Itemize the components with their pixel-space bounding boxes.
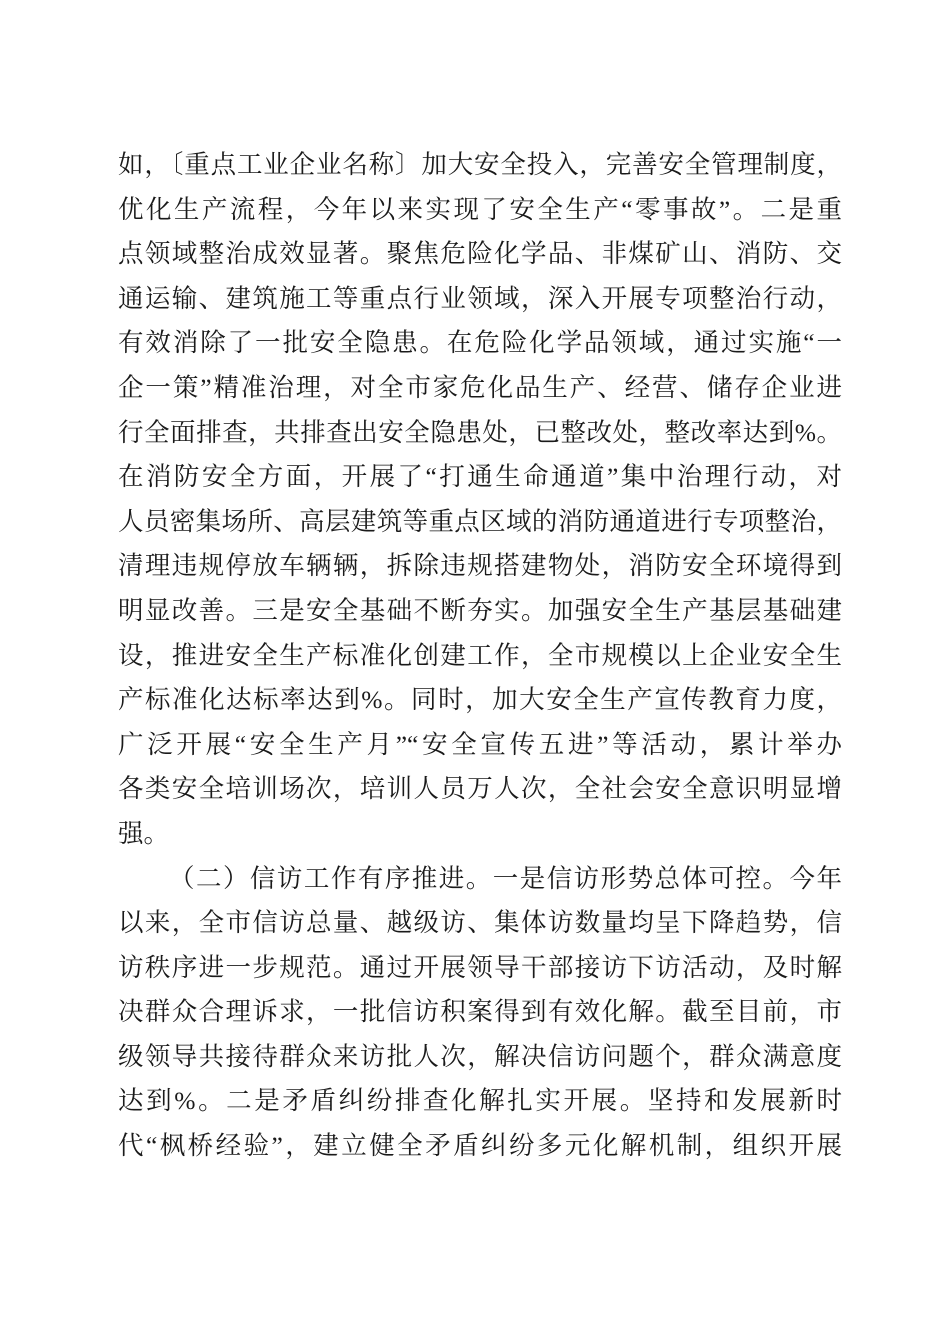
text-line: （二）信访工作有序推进。一是信访形势总体可控。今年: [169, 863, 842, 893]
text-line: 有效消除了一批安全隐患。在危险化学品领域，通过实施“一: [118, 328, 842, 358]
text-line: 点领域整治成效显著。聚焦危险化学品、非煤矿山、消防、交: [118, 239, 842, 269]
text-line: 广泛开展“安全生产月”“安全宣传五进”等活动，累计举办: [118, 729, 842, 759]
text-line: 访秩序进一步规范。通过开展领导干部接访下访活动，及时解: [118, 952, 842, 982]
text-line: 级领导共接待群众来访批人次，解决信访问题个，群众满意度: [118, 1041, 842, 1071]
document-body: [118, 143, 842, 1169]
text-line: 优化生产流程，今年以来实现了安全生产“零事故”。二是重: [118, 194, 842, 224]
text-line: 达到%。二是矛盾纠纷排查化解扎实开展。坚持和发展新时: [118, 1086, 842, 1116]
text-line: 各类安全培训场次，培训人员万人次，全社会安全意识明显增: [118, 774, 842, 804]
text-line: 决群众合理诉求，一批信访积案得到有效化解。截至目前，市: [118, 997, 842, 1027]
text-line: 人员密集场所、高层建筑等重点区域的消防通道进行专项整治，: [118, 506, 842, 536]
text-line: 设，推进安全生产标准化创建工作，全市规模以上企业安全生: [118, 640, 842, 670]
text-line: 通运输、建筑施工等重点行业领域，深入开展专项整治行动，: [118, 283, 842, 313]
text-line: 清理违规停放车辆辆，拆除违规搭建物处，消防安全环境得到: [118, 551, 842, 581]
paragraph-petition-work: [118, 857, 842, 1169]
text-line: 强。: [118, 818, 170, 848]
text-line: 明显改善。三是安全基础不断夯实。加强安全生产基层基础建: [118, 595, 842, 625]
text-line: 行全面排查，共排查出安全隐患处，已整改处，整改率达到%。: [118, 417, 842, 447]
paragraph-safety-production: [118, 143, 842, 857]
text-line: 代“枫桥经验”，建立健全矛盾纠纷多元化解机制，组织开展: [118, 1131, 842, 1161]
text-line: 以来，全市信访总量、越级访、集体访数量均呈下降趋势，信: [118, 908, 842, 938]
text-line: 企一策”精准治理，对全市家危化品生产、经营、储存企业进: [118, 372, 842, 402]
text-line: 如，〔重点工业企业名称〕加大安全投入，完善安全管理制度，: [118, 150, 842, 179]
text-line: 在消防安全方面，开展了“打通生命通道”集中治理行动，对: [118, 462, 842, 492]
text-line: 产标准化达标率达到%。同时，加大安全生产宣传教育力度，: [118, 685, 842, 715]
